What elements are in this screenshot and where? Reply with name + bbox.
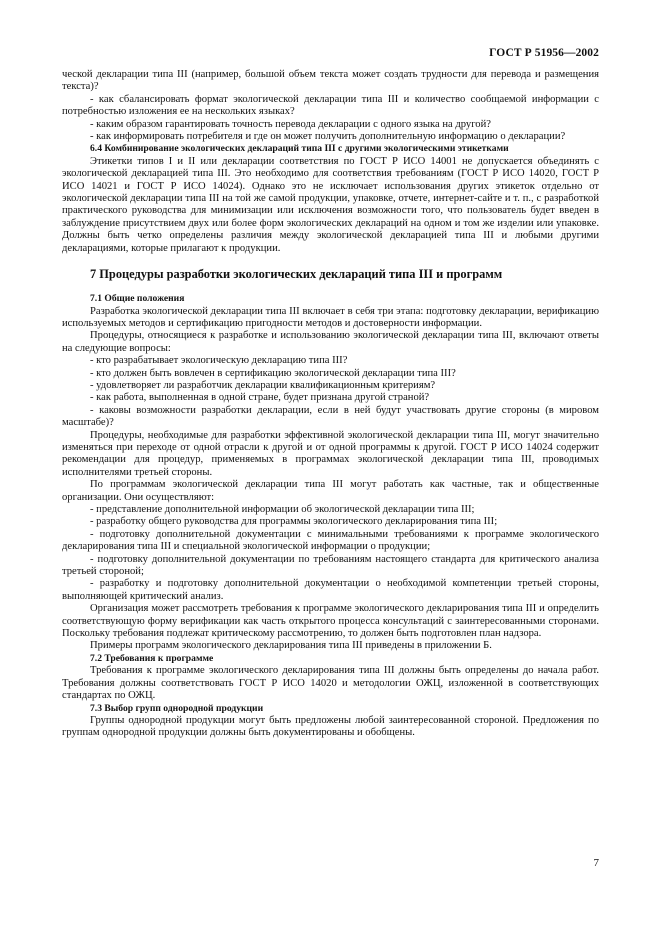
list-item: - каковы возможности разработки декларации, если в ней будут участвовать другие стороны (в мировом масштабе)? xyxy=(62,404,599,429)
subsection-heading-7-1: 7.1 Общие положения xyxy=(90,293,185,305)
page-number: 7 xyxy=(593,857,599,869)
list-item: - кто разрабатывает экологическую декларацию типа III? xyxy=(90,355,348,367)
list-item: - каким образом гарантировать точность перевода декларации с одного языка на другой? xyxy=(90,118,491,130)
paragraph: Этикетки типов I и II или декларации соответствия по ГОСТ Р ИСО 14001 не допускается объединять с экологической декларацией типа III. Это необходимо для соответствия требованиям (ГОСТ Р ИСО 14020, ГОСТ Р ИСО 14021 и ГОСТ Р ИСО 14024). Однако это не исключает использования других этикеток отдельно от экологической декларации типа III на той же самой продукции, упаковке, отчете, интернет-сайте и т. п., с разработкой практического руководства для минимизации или исключения возможности того, что пользователь будет введен в заблуждение присутствием двух или более форм экологических деклараций на одном и том же изделии или упаковке. Должны быть четко определены различия между экологической декларацией типа III и любыми другими декларациями, которые прилагают к продукции. xyxy=(62,155,599,254)
paragraph: Требования к программе экологического декларирования типа III должны быть определены до начала работ. Требования должны соответствовать ГОСТ Р ИСО 14020 и методологии ОЖЦ, изложенной в соответствующих стандартах по ОЖЦ. xyxy=(62,665,599,702)
paragraph: Процедуры, необходимые для разработки эффективной экологической декларации типа III, могут значительно изменяться при переходе от одной отрасли к другой и от одной программы к другой. ГОСТ Р ИСО 14024 содержит рекомендации для процедур, применяемых в программах экологической декларации типа III, проводимых исполнителями третьей стороны. xyxy=(62,429,599,478)
paragraph: Процедуры, относящиеся к разработке и использованию экологической декларации типа III, включают ответы на следующие вопросы: xyxy=(62,330,599,354)
paragraph: Примеры программ экологического декларирования типа III приведены в приложении Б. xyxy=(90,640,492,652)
list-item: - подготовку дополнительной документации с минимальными требованиями к программе экологического декларирования типа III и специальной экологической информации о продукции; xyxy=(62,528,599,553)
list-item: - кто должен быть вовлечен в сертификацию экологической декларации типа III? xyxy=(90,367,456,379)
paragraph: Организация может рассмотреть требования к программе экологического декларирования типа III и определить соответствующую форму верификации как часть открытого процесса консультаций с заинтересованными сторонами. Поскольку требования подлежат критическому рассмотрению, то должен быть подготовлен план надзора. xyxy=(62,603,599,640)
list-item: - разработку общего руководства для программы экологического декларирования типа III; xyxy=(90,516,498,528)
document-body xyxy=(62,69,599,740)
subsection-heading-6-4: 6.4 Комбинирование экологических деклараций типа III с другими экологическими этикетками xyxy=(90,143,509,155)
list-item: - разработку и подготовку дополнительной документации о необходимой компетенции третьей стороны, выполняющей критический анализ. xyxy=(62,578,599,602)
subsection-heading-7-3: 7.3 Выбор групп однородной продукции xyxy=(90,702,264,714)
document-page xyxy=(62,0,599,936)
document-header: ГОСТ Р 51956—2002 xyxy=(489,47,599,59)
paragraph: ческой декларации типа III (например, большой объем текста может создать трудности для перевода и размещения текста)? xyxy=(62,69,599,93)
list-item: - удовлетворяет ли разработчик декларации квалификационным критериям? xyxy=(90,379,436,391)
list-item: - как информировать потребителя и где он может получить дополнительную информацию о декларации? xyxy=(90,131,566,143)
paragraph: По программам экологической декларации типа III могут работать как частные, так и общественные организации. Они осуществляют: xyxy=(62,479,599,503)
section-heading-7: 7 Процедуры разработки экологических деклараций типа III и программ xyxy=(90,267,503,282)
list-item: - как работа, выполненная в одной стране, будет признана другой страной? xyxy=(90,392,430,404)
paragraph: Разработка экологической декларации типа III включает в себя три этапа: подготовку декларации, верификацию используемых методов и сертификацию пригодности методов и достоверности информации. xyxy=(62,305,599,329)
list-item: - подготовку дополнительной документации по требованиям настоящего стандарта для критического анализа третьей стороной; xyxy=(62,553,599,578)
list-item: - представление дополнительной информации об экологической декларации типа III; xyxy=(90,504,475,515)
paragraph: Группы однородной продукции могут быть предложены любой заинтересованной стороной. Предложения по группам однородной продукции должны быть документированы и обобщены. xyxy=(62,714,599,739)
list-item: - как сбалансировать формат экологической декларации типа III и количество сообщаемой информации с потребностью изложения ее на нескольких языках? xyxy=(62,93,599,118)
subsection-heading-7-2: 7.2 Требования к программе xyxy=(90,652,214,664)
